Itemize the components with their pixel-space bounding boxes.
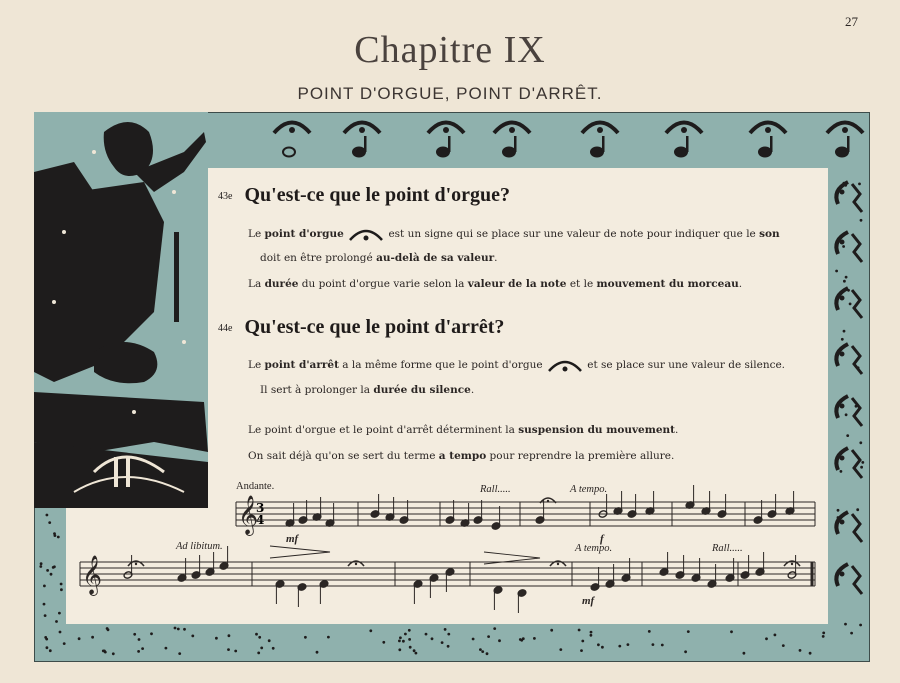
svg-text:𝄞: 𝄞 [238,495,259,535]
chapter-title: Chapitre IX [354,29,546,71]
time-signature-top: 3 [256,501,265,515]
dynamic-marking: f [600,533,604,545]
paragraph-line: La durée du point d'orgue varie selon la valeur de la note et le mouvement du morceau. [248,278,743,290]
question-title: Qu'est-ce que le point d'arrêt? [244,316,505,338]
music-staff [80,546,815,613]
question-title: Qu'est-ce que le point d'orgue? [244,184,510,206]
tempo-marking: A tempo. [570,484,608,495]
tempo-marking: A tempo. [575,543,613,554]
dynamic-marking: mf [582,595,595,607]
tempo-marking: Andante. [236,481,275,492]
question-number: 43e [218,190,233,202]
svg-text:𝄞: 𝄞 [82,555,103,595]
paragraph-line: doit en être prolongé au-delà de sa valeur. [260,252,498,264]
paragraph-line: On sait déjà qu'on se sert du terme a tempo pour reprendre la première allure. [248,450,675,462]
decrescendo-hairpin [270,546,330,558]
time-signature-bottom: 4 [256,513,265,527]
chapter-subtitle: POINT D'ORGUE, POINT D'ARRÊT. [297,84,603,103]
paragraph-line: Le point d'arrêt a la même forme que le point d'orgue et se place sur une valeur de silence. [248,359,786,371]
music-staff [236,485,815,536]
tempo-marking: Rall..... [712,543,743,554]
dynamic-marking: mf [286,533,299,545]
question-number: 44e [218,322,233,334]
paragraph-line: Le point d'orgue est un signe qui se place sur une valeur de note pour indiquer que le son [248,228,780,240]
tempo-marking: Rall..... [480,484,511,495]
paragraph-line: Le point d'orgue et le point d'arrêt déterminent la suspension du mouvement. [248,424,679,436]
tempo-marking: Ad libitum. [176,541,223,552]
page-number: 27 [845,14,858,29]
paragraph-line: Il sert à prolonger la durée du silence. [260,384,475,396]
